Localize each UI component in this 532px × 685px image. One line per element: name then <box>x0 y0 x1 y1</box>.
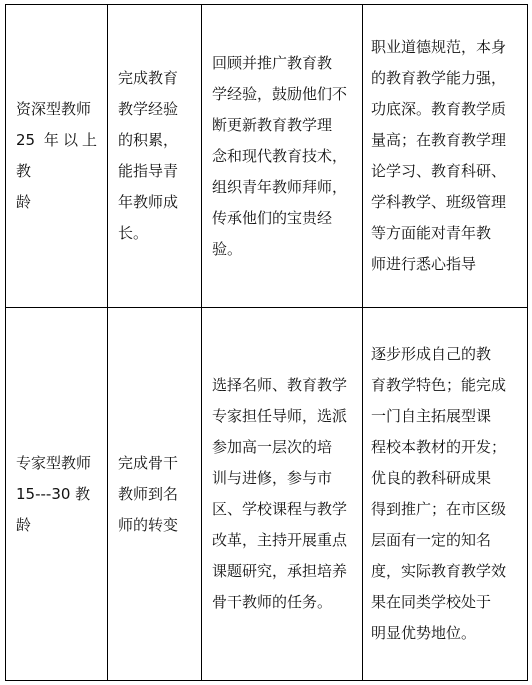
assessment-standard-text: 职业道德规范，本身 的教育教学能力强， 功底深。教育教学质 量高；在教育教学理 论学习、教育科研、 学科教学、班级管理 等方面能对青年教 师进行悉心指导 <box>371 38 507 273</box>
assessment-standard-text: 逐步形成自己的教 育教学特色；能完成 一门自主拓展型课 程校本教材的开发； 优良的教科研成果 得到推广；在市区级 层面有一定的知名 度，实际教育教学效 果在同类学校处于 明显优势地位。 <box>371 345 507 642</box>
development-goal-text: 完成教育 教学经验 的积累， 能指导青 年教师成 长。 <box>118 69 179 242</box>
training-measures-text: 选择名师、教育教学 专家担任导师，选派 参加高一层次的培 训与进修，参与市 区、学校课程与教学 改革，主持开展重点 课题研究，承担培养 骨干教师的任务。 <box>212 376 348 611</box>
teacher-development-table <box>5 4 528 681</box>
development-goal-cell <box>108 5 202 308</box>
teacher-level-text: 资深型教师 25 年以上教 龄 <box>16 100 97 211</box>
table-row <box>6 5 528 308</box>
training-measures-cell <box>202 5 363 308</box>
assessment-standard-cell <box>363 5 528 308</box>
training-measures-text: 回顾并推广教育教 学经验，鼓励他们不 断更新教育教学理 念和现代教育技术， 组织青年教师拜师， 传承他们的宝贵经 验。 <box>212 53 348 258</box>
teacher-level-cell <box>6 5 108 308</box>
assessment-standard-cell <box>363 308 528 681</box>
teacher-level-text: 专家型教师 15---30 教 龄 <box>16 453 92 534</box>
training-measures-cell <box>202 308 363 681</box>
development-goal-text: 完成骨干 教师到名 师的转变 <box>118 453 179 534</box>
development-goal-cell <box>108 308 202 681</box>
teacher-level-cell <box>6 308 108 681</box>
table-row <box>6 308 528 681</box>
